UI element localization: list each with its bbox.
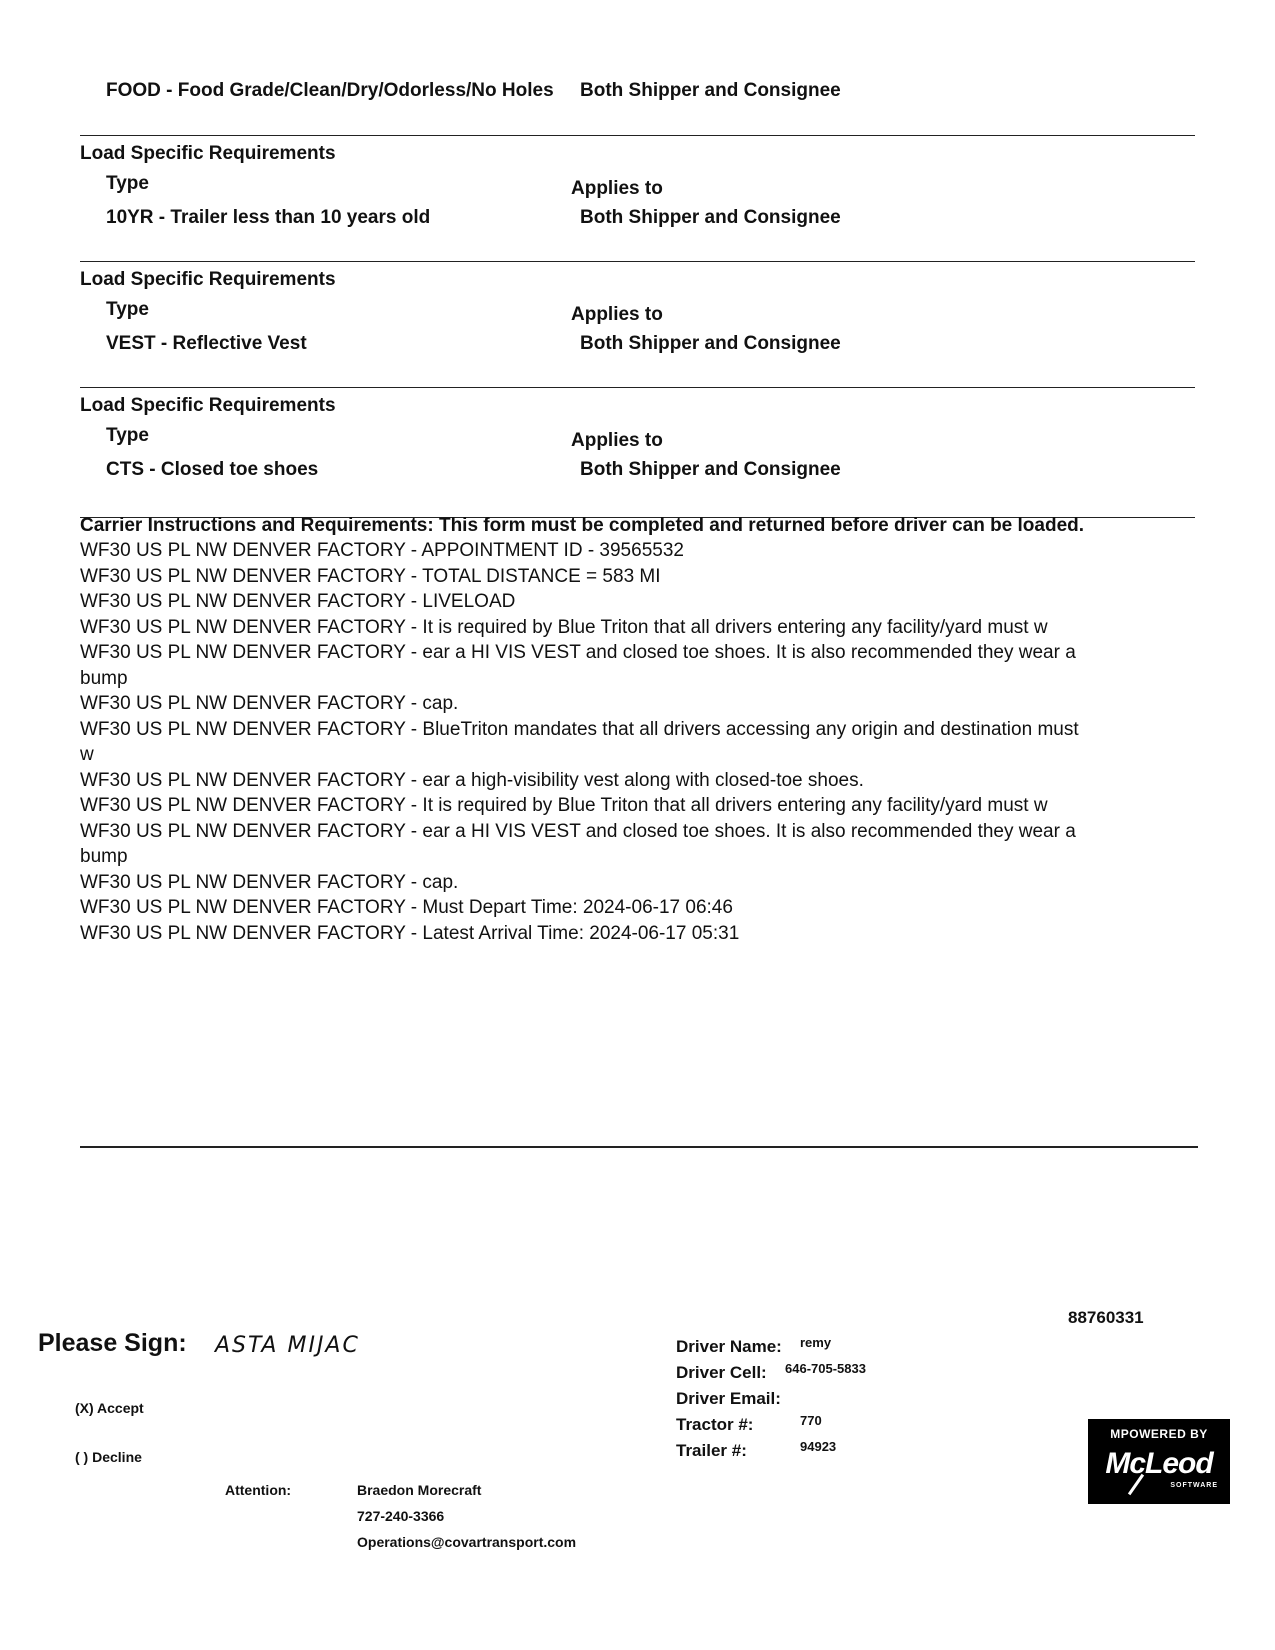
decline-option[interactable]: ( ) Decline: [75, 1449, 142, 1465]
requirement-applies: Both Shipper and Consignee: [580, 207, 841, 228]
logo-tagline: MPOWERED BY: [1110, 1427, 1208, 1441]
requirements-title: Load Specific Requirements: [80, 395, 336, 416]
instruction-line: WF30 US PL NW DENVER FACTORY - cap.: [80, 693, 459, 714]
instruction-line: WF30 US PL NW DENVER FACTORY - It is required by Blue Triton that all drivers entering any facility/yard must w: [80, 616, 1048, 638]
driver-cell-label: Driver Cell:: [676, 1363, 767, 1382]
type-label: Type: [106, 173, 149, 194]
requirement-type: VEST - Reflective Vest: [106, 333, 307, 354]
signature[interactable]: ASTA MIJAC: [215, 1333, 360, 1358]
accept-option[interactable]: (X) Accept: [75, 1400, 144, 1416]
instruction-line: WF30 US PL NW DENVER FACTORY - TOTAL DISTANCE = 583 MI: [80, 565, 661, 587]
applies-label: Applies to: [571, 178, 663, 199]
instruction-line: WF30 US PL NW DENVER FACTORY - cap.: [80, 871, 459, 893]
trailer-number: 94923: [800, 1439, 837, 1454]
requirements-title: Load Specific Requirements: [80, 269, 336, 290]
attention-label: Attention:: [225, 1482, 292, 1498]
driver-name-label: Driver Name:: [676, 1337, 782, 1356]
top-type: FOOD - Food Grade/Clean/Dry/Odorless/No Holes: [106, 80, 554, 101]
requirement-applies: Both Shipper and Consignee: [580, 459, 841, 480]
please-sign-label: Please Sign:: [38, 1329, 187, 1357]
mcleod-logo: [1088, 1419, 1230, 1504]
requirement-type: 10YR - Trailer less than 10 years old: [106, 207, 431, 228]
tractor-number: 770: [800, 1413, 822, 1428]
driver-cell: 646-705-5833: [785, 1361, 866, 1376]
attention-phone: 727-240-3366: [357, 1508, 445, 1524]
requirement-type: CTS - Closed toe shoes: [106, 459, 319, 480]
type-label: Type: [106, 425, 149, 446]
logo-sub: SOFTWARE: [1170, 1482, 1218, 1489]
carrier-instructions: [80, 514, 1170, 946]
instruction-line: WF30 US PL NW DENVER FACTORY - ear a high-visibility vest along with closed-toe shoes.: [80, 769, 864, 791]
section-divider: [80, 135, 1195, 136]
instruction-line: WF30 US PL NW DENVER FACTORY - APPOINTMENT ID - 39565532: [80, 540, 684, 561]
applies-label: Applies to: [571, 304, 663, 325]
instruction-line: WF30 US PL NW DENVER FACTORY - ear a HI VIS VEST and closed toe shoes. It is also recommended they wear a bump: [80, 642, 1076, 689]
driver-name: remy: [800, 1335, 832, 1350]
requirement-applies: Both Shipper and Consignee: [580, 333, 841, 354]
section-divider: [80, 261, 1195, 262]
load-number: 88760331: [1068, 1308, 1144, 1327]
instructions-title: Carrier Instructions and Requirements: This form must be completed and returned before driver can be loaded.: [80, 515, 1085, 536]
instruction-line: WF30 US PL NW DENVER FACTORY - Latest Arrival Time: 2024-06-17 05:31: [80, 922, 740, 944]
footer-divider: [80, 1146, 1198, 1148]
instruction-line: WF30 US PL NW DENVER FACTORY - ear a HI VIS VEST and closed toe shoes. It is also recommended they wear a bump: [80, 820, 1076, 867]
attention-email: Operations@covartransport.com: [357, 1534, 577, 1550]
driver-email-label: Driver Email:: [676, 1389, 781, 1408]
instruction-line: WF30 US PL NW DENVER FACTORY - LIVELOAD: [80, 591, 516, 612]
requirements-title: Load Specific Requirements: [80, 143, 336, 164]
tractor-label: Tractor #:: [676, 1415, 754, 1434]
instruction-line: WF30 US PL NW DENVER FACTORY - It is required by Blue Triton that all drivers entering any facility/yard must w: [80, 795, 1048, 816]
top-applies: Both Shipper and Consignee: [580, 80, 841, 101]
instruction-line: WF30 US PL NW DENVER FACTORY - BlueTriton mandates that all drivers accessing any origin and destination must w: [80, 718, 1079, 765]
attention-name: Braedon Morecraft: [357, 1482, 482, 1498]
trailer-label: Trailer #:: [676, 1441, 747, 1460]
section-divider: [80, 387, 1195, 388]
instruction-line: WF30 US PL NW DENVER FACTORY - Must Depart Time: 2024-06-17 06:46: [80, 897, 733, 918]
applies-label: Applies to: [571, 430, 663, 451]
type-label: Type: [106, 299, 149, 320]
logo-name: McLeod: [1105, 1447, 1213, 1480]
